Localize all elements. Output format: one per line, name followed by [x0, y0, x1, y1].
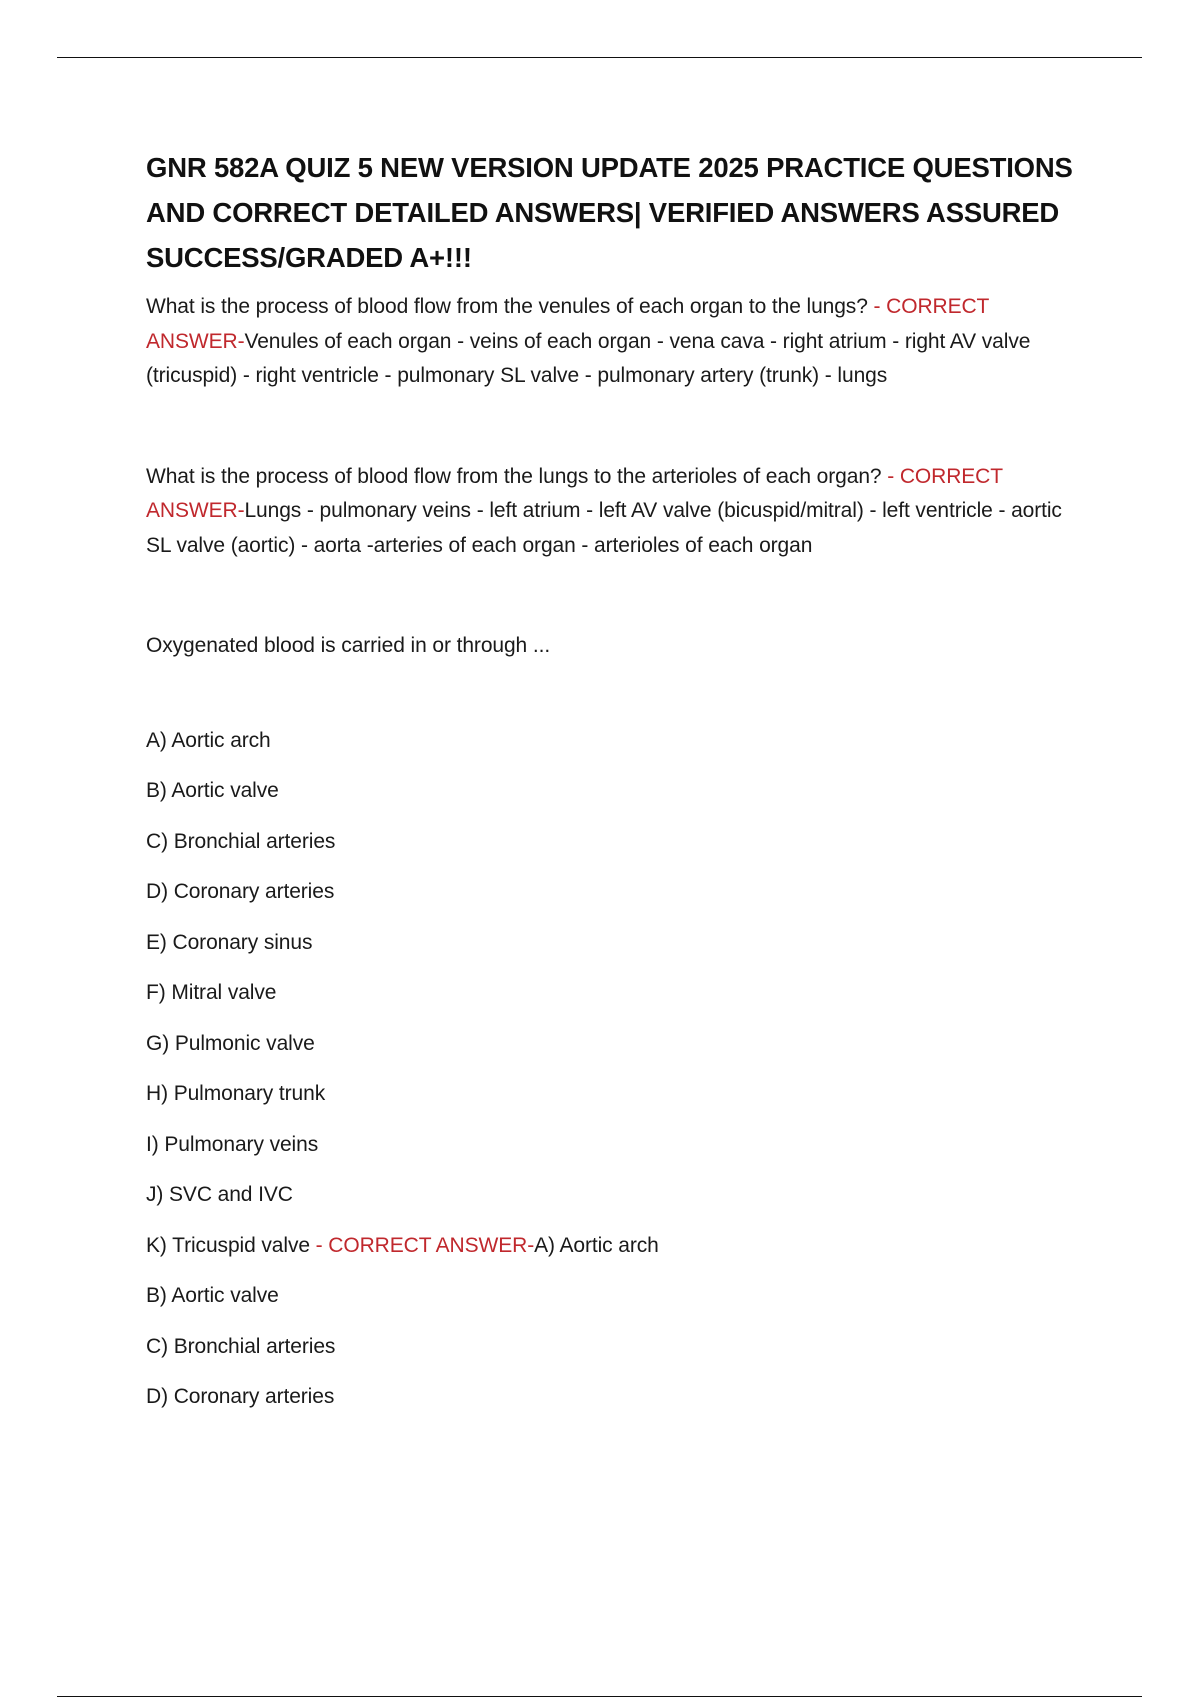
- question-3-answer: A) Aortic arch: [534, 1233, 659, 1257]
- question-2: [146, 460, 1086, 564]
- bottom-rule: [57, 1696, 1142, 1697]
- option-item: C) Bronchial arteries: [146, 829, 336, 853]
- option-item: F) Mitral valve: [146, 981, 277, 1004]
- document-title: GNR 582A QUIZ 5 NEW VERSION UPDATE 2025 PRACTICE QUESTIONS AND CORRECT DETAILED ANSWERS| VERIFIED ANSWERS ASSURED SUCCESS/GRADED A+!!!: [146, 152, 1073, 273]
- option-item: I) Pulmonary veins: [146, 1132, 319, 1156]
- option-item: D) Coronary arteries: [146, 880, 335, 903]
- question-2-answer: Lungs - pulmonary veins - left atrium - left AV valve (bicuspid/mitral) - left ventricle - aortic SL valve (aortic) - aorta -arteries of each organ - arterioles of each organ: [146, 499, 1062, 557]
- answer-item: D) Coronary arteries: [146, 1385, 335, 1408]
- answer-item: B) Aortic valve: [146, 1284, 279, 1307]
- option-item: J) SVC and IVC: [146, 1183, 293, 1206]
- option-item: H) Pulmonary trunk: [146, 1082, 326, 1105]
- question-1-text: What is the process of blood flow from the venules of each organ to the lungs?: [146, 295, 868, 318]
- correct-answer-marker: - CORRECT ANSWER-: [146, 295, 989, 353]
- question-1: [146, 290, 1086, 394]
- option-item: A) Aortic arch: [146, 728, 271, 752]
- option-item: B) Aortic valve: [146, 779, 279, 802]
- correct-answer-marker: - CORRECT ANSWER-: [309, 1233, 535, 1257]
- option-item: E) Coronary sinus: [146, 930, 313, 954]
- top-rule: [57, 57, 1142, 58]
- option-item-text: K) Tricuspid valve: [146, 1233, 310, 1257]
- question-1-answer: Venules of each organ - veins of each organ - vena cava - right atrium - right AV valve (tricuspid) - right ventricle - pulmonary SL valve - pulmonary artery (trunk) - lungs: [146, 329, 1031, 387]
- question-2-text: What is the process of blood flow from the lungs to the arterioles of each organ?: [146, 464, 882, 488]
- correct-answer-marker: - CORRECT ANSWER-: [146, 464, 1003, 522]
- document-body: [146, 145, 1086, 1433]
- question-3: Oxygenated blood is carried in or through ...: [146, 634, 551, 657]
- option-item-with-answer: [146, 1231, 1086, 1282]
- answer-item: C) Bronchial arteries: [146, 1334, 336, 1358]
- option-item: G) Pulmonic valve: [146, 1031, 315, 1055]
